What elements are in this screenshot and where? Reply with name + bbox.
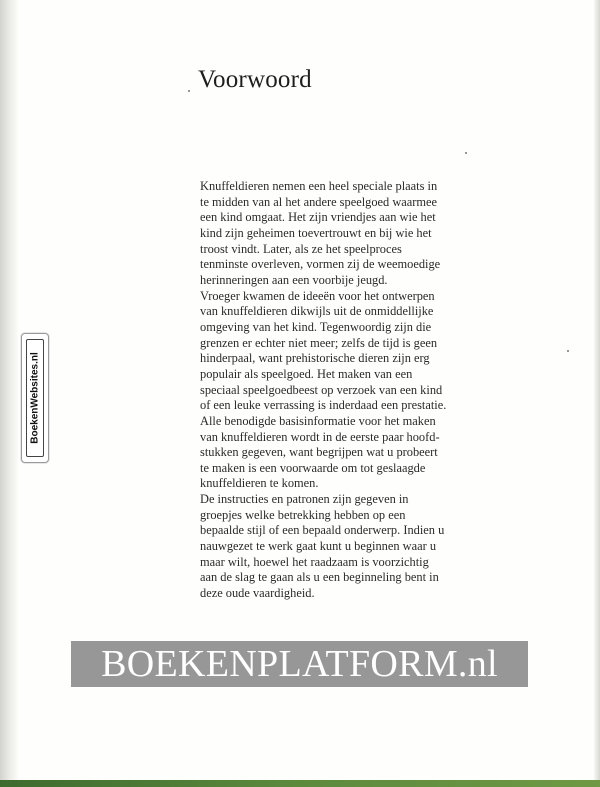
body-line: te maken is een voorwaarde om tot geslaagde <box>200 460 426 475</box>
body-line: populair als speelgoed. Het maken van een <box>200 366 413 381</box>
body-line: bepaalde stijl of een bepaald onderwerp. Indien u <box>200 523 445 538</box>
body-line: stukken gegeven, want begrijpen wat u probeert <box>200 445 438 460</box>
body-line: nauwgezet te werk gaat kunt u beginnen waar u <box>200 539 437 554</box>
body-line: groepjes welke betrekking hebben op een <box>200 507 406 522</box>
body-line: van knuffeldieren wordt in de eerste paar hoofd- <box>200 429 440 444</box>
body-line: deze oude vaardigheid. <box>200 586 315 601</box>
body-line: knuffeldieren te komen. <box>200 476 319 491</box>
body-line: grenzen er echter niet meer; zelfs de tijd is geen <box>200 335 438 350</box>
body-line: tenminste overleven, vormen zij de weemoedige <box>200 257 441 272</box>
body-line: De instructies en patronen zijn gegeven in <box>200 492 409 507</box>
cover-edge <box>0 780 600 787</box>
body-line: of een leuke verrassing is inderdaad een prestatie. <box>200 398 447 413</box>
seller-tag-label: BoekenWebsites.nl <box>29 352 41 444</box>
page-title: Voorwoord <box>198 66 312 93</box>
body-text <box>200 179 462 602</box>
body-line: Vroeger kwamen de ideeën voor het ontwerpen <box>200 288 435 303</box>
print-speck <box>567 350 569 352</box>
body-line: te midden van al het andere speelgoed waarmee <box>200 194 438 209</box>
seller-tag-frame <box>26 339 44 457</box>
body-line: maar wilt, hoewel het raadzaam is voorzichtig <box>200 554 429 569</box>
body-line: Alle benodigde basisinformatie voor het maken <box>200 413 436 428</box>
seller-tag <box>21 333 49 463</box>
watermark-banner <box>71 641 528 687</box>
body-line: hinderpaal, want prehistorische dieren zijn erg <box>200 351 430 366</box>
body-line: herinneringen aan een voorbije jeugd. <box>200 272 388 287</box>
body-line: omgeving van het kind. Tegenwoordig zijn die <box>200 319 432 334</box>
body-line: kind zijn geheimen toevertrouwt en bij wie het <box>200 225 432 240</box>
print-speck <box>188 90 190 92</box>
body-line: troost vindt. Later, als ze het speelproces <box>200 241 402 256</box>
print-speck <box>465 152 467 154</box>
body-line: aan de slag te gaan als u een beginneling bent in <box>200 570 439 585</box>
body-line: van knuffeldieren dikwijls uit de onmiddellijke <box>200 304 434 319</box>
page-gutter-shadow <box>0 0 18 787</box>
watermark-text: BOEKENPLATFORM.nl <box>101 643 498 685</box>
body-line: speciaal speelgoedbeest op verzoek van een kind <box>200 382 443 397</box>
page-edge <box>594 0 600 787</box>
body-line: Knuffeldieren nemen een heel speciale plaats in <box>200 179 438 193</box>
body-line: een kind omgaat. Het zijn vriendjes aan wie het <box>200 210 436 225</box>
